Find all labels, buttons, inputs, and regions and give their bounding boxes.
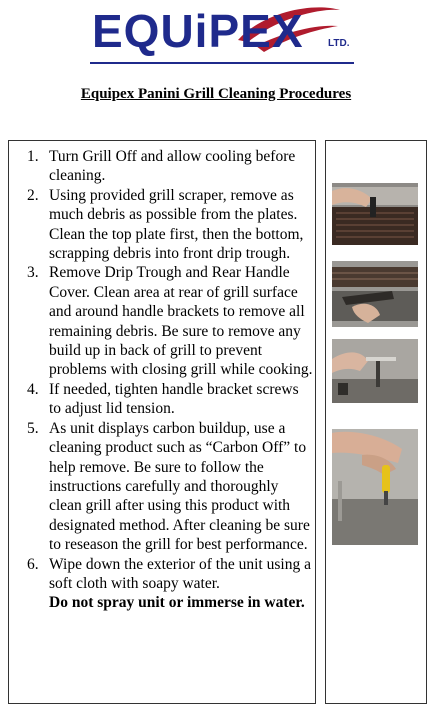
logo-wordmark: EQUiPEX [92, 5, 304, 57]
step-text: Turn Grill Off and allow cooling before cleaning. [49, 148, 296, 185]
step-number: 5. [27, 419, 39, 437]
step-item [27, 186, 313, 264]
photo-drip-trough [332, 261, 418, 327]
step-number: 1. [27, 148, 39, 165]
step-item [27, 555, 313, 613]
steps-list [27, 147, 313, 613]
step-text: Using provided grill scraper, remove as much debris as possible from the plates. Clean the top plate first, then the bottom, scrapping debris into front drip trough. [49, 186, 304, 263]
step-item [27, 147, 313, 186]
step-text: As unit displays carbon buildup, use a cleaning product such as “Carbon Off” to help remove. Be sure to follow the instructions carefully and thoroughly clean grill after using this product with designated method. After cleaning be sure to reseason the grill for best performance. [49, 419, 310, 554]
photo-handle-cover [332, 339, 418, 403]
instructions-box [8, 140, 316, 704]
step-text: Remove Drip Trough and Rear Handle Cover. Clean area at rear of grill surface and around handle brackets to remove all remaining debris. Be sure to remove any build up in back of grill to prevent problems with closing grill while cooking. [49, 264, 313, 379]
photo-scraping-plates [332, 183, 418, 245]
step-text: If needed, tighten handle bracket screws to adjust lid tension. [49, 380, 299, 418]
photo-tightening-screws [332, 429, 418, 545]
step-number: 2. [27, 186, 39, 204]
step-number: 6. [27, 555, 39, 573]
logo-ltd: LTD. [328, 38, 350, 49]
step-item [27, 380, 313, 419]
step-item [27, 419, 313, 555]
step-item [27, 263, 313, 379]
logo-underline [90, 62, 354, 64]
step-warning: Do not spray unit or immerse in water. [49, 594, 305, 612]
step-number: 3. [27, 264, 39, 282]
page-title: Equipex Panini Grill Cleaning Procedures [80, 86, 352, 102]
equipex-logo [88, 2, 358, 66]
header [0, 0, 432, 80]
photos-column [325, 140, 427, 704]
step-text: Wipe down the exterior of the unit using a soft cloth with soapy water. [49, 555, 311, 592]
step-number: 4. [27, 380, 39, 398]
